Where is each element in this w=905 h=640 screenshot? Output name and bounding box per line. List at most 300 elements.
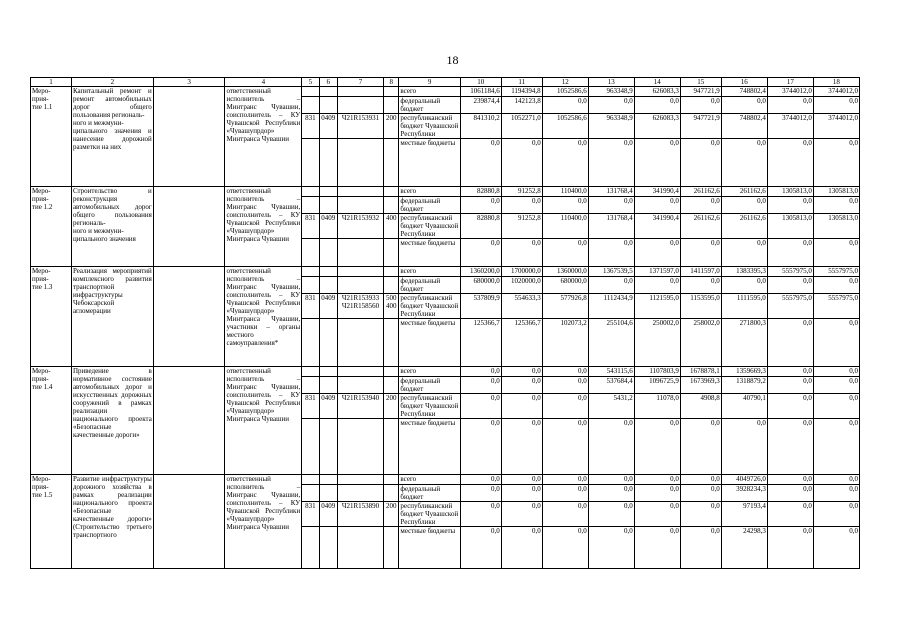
empty-cell bbox=[302, 419, 319, 475]
header-row bbox=[31, 78, 860, 87]
amount-cell: 0,0 bbox=[813, 419, 859, 475]
amount-cell: 0,0 bbox=[501, 502, 542, 527]
amount-cell: 239874,4 bbox=[460, 97, 501, 114]
amount-cell: 0,0 bbox=[460, 502, 501, 527]
funding-source: федеральный бюджет bbox=[399, 485, 460, 502]
amount-cell: 3744012,0 bbox=[813, 87, 859, 97]
amount-cell: 1673969,3 bbox=[680, 377, 721, 394]
amount-cell: 537809,9 bbox=[460, 294, 501, 319]
empty-cell bbox=[302, 197, 319, 214]
amount-cell: 0,0 bbox=[813, 197, 859, 214]
funding-source: местные бюджеты bbox=[399, 319, 460, 367]
amount-cell: 125366,7 bbox=[501, 319, 542, 367]
empty-cell bbox=[384, 485, 399, 502]
budget-code-section: 0409 bbox=[319, 214, 337, 239]
amount-cell: 0,0 bbox=[460, 475, 501, 485]
empty-cell bbox=[153, 367, 225, 475]
column-header: 16 bbox=[721, 78, 767, 87]
empty-cell bbox=[338, 485, 384, 502]
amount-cell: 0,0 bbox=[501, 239, 542, 267]
funding-source: федеральный бюджет bbox=[399, 197, 460, 214]
amount-cell: 91252,8 bbox=[501, 187, 542, 197]
amount-cell: 543115,6 bbox=[588, 367, 634, 377]
amount-cell: 102073,2 bbox=[542, 319, 588, 367]
budget-code-target: Ч21R153933 Ч21R158560 bbox=[338, 294, 384, 319]
amount-cell: 0,0 bbox=[680, 475, 721, 485]
empty-cell bbox=[384, 187, 399, 197]
amount-cell: 0,0 bbox=[542, 239, 588, 267]
amount-cell: 0,0 bbox=[542, 502, 588, 527]
amount-cell: 271800,3 bbox=[721, 319, 767, 367]
funding-source: всего bbox=[399, 187, 460, 197]
amount-cell: 261162,6 bbox=[680, 214, 721, 239]
amount-cell: 261162,6 bbox=[680, 187, 721, 197]
amount-cell: 0,0 bbox=[813, 367, 859, 377]
table-row bbox=[31, 187, 860, 197]
amount-cell: 4049726,0 bbox=[721, 475, 767, 485]
executor-cell: ответственный исполнитель – Минтранс Чувашии, соисполнитель – КУ Чувашской Республики «Чувашупрдор» Минтранса Чувашии bbox=[225, 475, 302, 569]
amount-cell: 110400,0 bbox=[542, 214, 588, 239]
funding-source: республиканский бюджет Чувашской Республики bbox=[399, 294, 460, 319]
amount-cell: 0,0 bbox=[634, 475, 680, 485]
amount-cell: 1052586,6 bbox=[542, 87, 588, 97]
empty-cell bbox=[302, 267, 319, 277]
amount-cell: 0,0 bbox=[813, 139, 859, 187]
amount-cell: 0,0 bbox=[460, 419, 501, 475]
amount-cell: 680000,0 bbox=[542, 277, 588, 294]
budget-code-grbs: 831 bbox=[302, 394, 319, 419]
empty-cell bbox=[302, 97, 319, 114]
empty-cell bbox=[319, 197, 337, 214]
amount-cell: 0,0 bbox=[542, 197, 588, 214]
amount-cell: 0,0 bbox=[767, 319, 813, 367]
amount-cell: 1383395,3 bbox=[721, 267, 767, 277]
empty-cell bbox=[338, 267, 384, 277]
amount-cell: 1052271,0 bbox=[501, 114, 542, 139]
empty-cell bbox=[338, 277, 384, 294]
empty-cell bbox=[302, 377, 319, 394]
measure-id: Меро- прия- тие 1.1 bbox=[31, 87, 72, 187]
empty-cell bbox=[302, 277, 319, 294]
amount-cell: 0,0 bbox=[542, 377, 588, 394]
executor-cell: ответственный исполнитель – Минтранс Чувашии, соисполнитель – КУ Чувашской Республики «Чувашупрдор» Минтранса Чувашии bbox=[225, 187, 302, 267]
amount-cell: 82880,8 bbox=[460, 187, 501, 197]
amount-cell: 0,0 bbox=[588, 277, 634, 294]
amount-cell: 0,0 bbox=[588, 419, 634, 475]
column-header: 1 bbox=[31, 78, 72, 87]
amount-cell: 1318879,2 bbox=[721, 377, 767, 394]
amount-cell: 0,0 bbox=[501, 419, 542, 475]
amount-cell: 0,0 bbox=[813, 394, 859, 419]
measure-name: Приведение в нормативное состояние автомобильных дорог и искусственных дорожных сооружений в рамках реализации национального проекта «Безопасные качественные дороги» bbox=[71, 367, 153, 475]
budget-code-grbs: 831 bbox=[302, 502, 319, 527]
amount-cell: 1096725,9 bbox=[634, 377, 680, 394]
amount-cell: 0,0 bbox=[501, 139, 542, 187]
budget-code-target: Ч21R153931 bbox=[338, 114, 384, 139]
amount-cell: 3744012,0 bbox=[813, 114, 859, 139]
amount-cell: 0,0 bbox=[634, 485, 680, 502]
empty-cell bbox=[338, 319, 384, 367]
empty-cell bbox=[384, 419, 399, 475]
empty-cell bbox=[338, 527, 384, 569]
empty-cell bbox=[338, 139, 384, 187]
amount-cell: 947721,9 bbox=[680, 114, 721, 139]
budget-code-expense: 400 bbox=[384, 214, 399, 239]
empty-cell bbox=[319, 239, 337, 267]
table-row bbox=[31, 267, 860, 277]
budget-code-target: Ч21R153940 bbox=[338, 394, 384, 419]
amount-cell: 0,0 bbox=[767, 97, 813, 114]
amount-cell: 0,0 bbox=[634, 239, 680, 267]
empty-cell bbox=[384, 97, 399, 114]
empty-cell bbox=[319, 97, 337, 114]
amount-cell: 0,0 bbox=[501, 197, 542, 214]
column-header: 9 bbox=[399, 78, 460, 87]
empty-cell bbox=[384, 197, 399, 214]
amount-cell: 1360200,0 bbox=[460, 267, 501, 277]
amount-cell: 261162,6 bbox=[721, 187, 767, 197]
column-header: 13 bbox=[588, 78, 634, 87]
amount-cell: 0,0 bbox=[634, 97, 680, 114]
budget-code-section: 0409 bbox=[319, 294, 337, 319]
funding-source: всего bbox=[399, 367, 460, 377]
funding-source: всего bbox=[399, 87, 460, 97]
column-header: 2 bbox=[71, 78, 153, 87]
funding-source: республиканский бюджет Чувашской Республики bbox=[399, 214, 460, 239]
empty-cell bbox=[319, 475, 337, 485]
measure-id: Меро- прия- тие 1.5 bbox=[31, 475, 72, 569]
amount-cell: 0,0 bbox=[542, 475, 588, 485]
amount-cell: 91252,8 bbox=[501, 214, 542, 239]
amount-cell: 0,0 bbox=[767, 197, 813, 214]
amount-cell: 0,0 bbox=[767, 502, 813, 527]
amount-cell: 0,0 bbox=[813, 377, 859, 394]
amount-cell: 0,0 bbox=[680, 527, 721, 569]
amount-cell: 11078,0 bbox=[634, 394, 680, 419]
amount-cell: 537684,4 bbox=[588, 377, 634, 394]
column-header: 8 bbox=[384, 78, 399, 87]
table-row bbox=[31, 367, 860, 377]
amount-cell: 0,0 bbox=[501, 485, 542, 502]
amount-cell: 0,0 bbox=[542, 394, 588, 419]
empty-cell bbox=[302, 139, 319, 187]
empty-cell bbox=[302, 87, 319, 97]
amount-cell: 0,0 bbox=[588, 97, 634, 114]
amount-cell: 0,0 bbox=[767, 139, 813, 187]
amount-cell: 0,0 bbox=[680, 239, 721, 267]
empty-cell bbox=[338, 197, 384, 214]
amount-cell: 0,0 bbox=[680, 502, 721, 527]
funding-source: местные бюджеты bbox=[399, 239, 460, 267]
amount-cell: 0,0 bbox=[721, 419, 767, 475]
amount-cell: 0,0 bbox=[460, 394, 501, 419]
empty-cell bbox=[302, 527, 319, 569]
amount-cell: 5557975,0 bbox=[767, 267, 813, 277]
budget-code-grbs: 831 bbox=[302, 294, 319, 319]
amount-cell: 341990,4 bbox=[634, 214, 680, 239]
amount-cell: 1411597,0 bbox=[680, 267, 721, 277]
amount-cell: 0,0 bbox=[680, 97, 721, 114]
empty-cell bbox=[153, 475, 225, 569]
amount-cell: 0,0 bbox=[721, 277, 767, 294]
amount-cell: 0,0 bbox=[634, 502, 680, 527]
amount-cell: 110400,0 bbox=[542, 187, 588, 197]
amount-cell: 0,0 bbox=[588, 139, 634, 187]
amount-cell: 0,0 bbox=[460, 139, 501, 187]
column-header: 4 bbox=[225, 78, 302, 87]
amount-cell: 626083,3 bbox=[634, 114, 680, 139]
table-row bbox=[31, 475, 860, 485]
amount-cell: 3928234,3 bbox=[721, 485, 767, 502]
empty-cell bbox=[384, 277, 399, 294]
empty-cell bbox=[319, 187, 337, 197]
amount-cell: 947721,9 bbox=[680, 87, 721, 97]
measure-name: Капитальный ремонт и ремонт автомобильных дорог общего пользования региональ- ного и межмуни- ципального значения и нанесение дорожной разметки на них bbox=[71, 87, 153, 187]
empty-cell bbox=[338, 367, 384, 377]
empty-cell bbox=[384, 475, 399, 485]
measure-name: Строительство и реконструкция автомобильных дорог общего пользования региональ- ного и межмуни- ципального значения bbox=[71, 187, 153, 267]
empty-cell bbox=[302, 239, 319, 267]
budget-code-section: 0409 bbox=[319, 114, 337, 139]
amount-cell: 0,0 bbox=[767, 485, 813, 502]
amount-cell: 0,0 bbox=[767, 527, 813, 569]
amount-cell: 0,0 bbox=[767, 277, 813, 294]
amount-cell: 0,0 bbox=[767, 367, 813, 377]
amount-cell: 1305813,0 bbox=[813, 187, 859, 197]
amount-cell: 0,0 bbox=[680, 197, 721, 214]
amount-cell: 0,0 bbox=[813, 277, 859, 294]
empty-cell bbox=[384, 239, 399, 267]
amount-cell: 0,0 bbox=[813, 319, 859, 367]
funding-source: федеральный бюджет bbox=[399, 97, 460, 114]
empty-cell bbox=[302, 367, 319, 377]
empty-cell bbox=[384, 87, 399, 97]
amount-cell: 0,0 bbox=[634, 419, 680, 475]
amount-cell: 0,0 bbox=[588, 485, 634, 502]
budget-code-expense: 500 400 bbox=[384, 294, 399, 319]
empty-cell bbox=[338, 239, 384, 267]
funding-source: местные бюджеты bbox=[399, 527, 460, 569]
amount-cell: 0,0 bbox=[813, 97, 859, 114]
amount-cell: 0,0 bbox=[680, 419, 721, 475]
empty-cell bbox=[338, 187, 384, 197]
funding-source: федеральный бюджет bbox=[399, 377, 460, 394]
table-body bbox=[31, 87, 860, 569]
column-header: 6 bbox=[319, 78, 337, 87]
column-header: 11 bbox=[501, 78, 542, 87]
budget-code-section: 0409 bbox=[319, 502, 337, 527]
measure-name: Реализация мероприятий комплексного развития транспортной инфраструктуры Чебоксарской агломерации bbox=[71, 267, 153, 367]
measure-id: Меро- прия- тие 1.2 bbox=[31, 187, 72, 267]
amount-cell: 3744012,0 bbox=[767, 87, 813, 97]
amount-cell: 97193,4 bbox=[721, 502, 767, 527]
column-header: 17 bbox=[767, 78, 813, 87]
empty-cell bbox=[319, 139, 337, 187]
amount-cell: 0,0 bbox=[634, 277, 680, 294]
amount-cell: 258002,0 bbox=[680, 319, 721, 367]
empty-cell bbox=[384, 527, 399, 569]
empty-cell bbox=[384, 367, 399, 377]
column-header: 14 bbox=[634, 78, 680, 87]
amount-cell: 5557975,0 bbox=[813, 267, 859, 277]
amount-cell: 0,0 bbox=[767, 475, 813, 485]
amount-cell: 0,0 bbox=[542, 97, 588, 114]
amount-cell: 5557975,0 bbox=[813, 294, 859, 319]
amount-cell: 3744012,0 bbox=[767, 114, 813, 139]
amount-cell: 1061184,6 bbox=[460, 87, 501, 97]
empty-cell bbox=[384, 377, 399, 394]
amount-cell: 125366,7 bbox=[460, 319, 501, 367]
empty-cell bbox=[384, 139, 399, 187]
amount-cell: 0,0 bbox=[460, 527, 501, 569]
empty-cell bbox=[338, 87, 384, 97]
amount-cell: 1367539,5 bbox=[588, 267, 634, 277]
amount-cell: 4908,8 bbox=[680, 394, 721, 419]
amount-cell: 0,0 bbox=[721, 97, 767, 114]
amount-cell: 1700000,0 bbox=[501, 267, 542, 277]
amount-cell: 0,0 bbox=[501, 475, 542, 485]
budget-code-target: Ч21R153932 bbox=[338, 214, 384, 239]
amount-cell: 680000,0 bbox=[460, 277, 501, 294]
amount-cell: 0,0 bbox=[721, 139, 767, 187]
funding-source: республиканский бюджет Чувашской Республики bbox=[399, 114, 460, 139]
empty-cell bbox=[319, 377, 337, 394]
amount-cell: 0,0 bbox=[680, 485, 721, 502]
amount-cell: 0,0 bbox=[460, 485, 501, 502]
amount-cell: 1052586,6 bbox=[542, 114, 588, 139]
amount-cell: 5431,2 bbox=[588, 394, 634, 419]
amount-cell: 142123,8 bbox=[501, 97, 542, 114]
amount-cell: 0,0 bbox=[501, 394, 542, 419]
empty-cell bbox=[302, 475, 319, 485]
amount-cell: 841310,2 bbox=[460, 114, 501, 139]
empty-cell bbox=[319, 485, 337, 502]
amount-cell: 131768,4 bbox=[588, 214, 634, 239]
amount-cell: 0,0 bbox=[460, 367, 501, 377]
amount-cell: 0,0 bbox=[501, 527, 542, 569]
amount-cell: 0,0 bbox=[767, 419, 813, 475]
empty-cell bbox=[153, 267, 225, 367]
budget-code-section: 0409 bbox=[319, 394, 337, 419]
budget-code-expense: 200 bbox=[384, 114, 399, 139]
amount-cell: 1020000,0 bbox=[501, 277, 542, 294]
measure-id: Меро- прия- тие 1.3 bbox=[31, 267, 72, 367]
amount-cell: 0,0 bbox=[680, 139, 721, 187]
amount-cell: 963348,9 bbox=[588, 114, 634, 139]
empty-cell bbox=[319, 419, 337, 475]
amount-cell: 0,0 bbox=[588, 502, 634, 527]
budget-table bbox=[30, 77, 860, 569]
amount-cell: 5557975,0 bbox=[767, 294, 813, 319]
amount-cell: 0,0 bbox=[767, 377, 813, 394]
amount-cell: 0,0 bbox=[813, 527, 859, 569]
empty-cell bbox=[319, 277, 337, 294]
amount-cell: 963348,9 bbox=[588, 87, 634, 97]
amount-cell: 0,0 bbox=[501, 367, 542, 377]
amount-cell: 1153595,0 bbox=[680, 294, 721, 319]
funding-source: местные бюджеты bbox=[399, 139, 460, 187]
page-number: 18 bbox=[446, 53, 459, 67]
amount-cell: 0,0 bbox=[588, 475, 634, 485]
amount-cell: 250002,0 bbox=[634, 319, 680, 367]
column-header: 5 bbox=[302, 78, 319, 87]
executor-cell: ответственный исполнитель – Минтранс Чувашии, соисполнитель – КУ Чувашской Республики «Чувашупрдор» Минтранса Чувашии bbox=[225, 87, 302, 187]
amount-cell: 0,0 bbox=[460, 377, 501, 394]
amount-cell: 1305813,0 bbox=[767, 214, 813, 239]
amount-cell: 0,0 bbox=[501, 377, 542, 394]
column-header: 15 bbox=[680, 78, 721, 87]
amount-cell: 748802,4 bbox=[721, 114, 767, 139]
funding-source: всего bbox=[399, 267, 460, 277]
amount-cell: 0,0 bbox=[542, 485, 588, 502]
amount-cell: 748802,4 bbox=[721, 87, 767, 97]
empty-cell bbox=[319, 319, 337, 367]
empty-cell bbox=[319, 367, 337, 377]
amount-cell: 40790,1 bbox=[721, 394, 767, 419]
amount-cell: 0,0 bbox=[721, 239, 767, 267]
column-header: 7 bbox=[338, 78, 384, 87]
amount-cell: 261162,6 bbox=[721, 214, 767, 239]
amount-cell: 1111595,0 bbox=[721, 294, 767, 319]
amount-cell: 1360000,0 bbox=[542, 267, 588, 277]
executor-cell: ответственный исполнитель – Минтранс Чувашии, соисполнитель – КУ Чувашской Республики «Чувашупрдор» Минтранса Чувашии bbox=[225, 367, 302, 475]
amount-cell: 1194394,8 bbox=[501, 87, 542, 97]
empty-cell bbox=[338, 97, 384, 114]
budget-code-expense: 200 bbox=[384, 394, 399, 419]
funding-source: всего bbox=[399, 475, 460, 485]
amount-cell: 1359669,3 bbox=[721, 367, 767, 377]
amount-cell: 0,0 bbox=[813, 475, 859, 485]
amount-cell: 1678878,1 bbox=[680, 367, 721, 377]
empty-cell bbox=[302, 319, 319, 367]
amount-cell: 0,0 bbox=[542, 367, 588, 377]
empty-cell bbox=[153, 87, 225, 187]
column-header: 10 bbox=[460, 78, 501, 87]
executor-cell: ответственный исполнитель – Минтранс Чувашии, соисполнитель – КУ Чувашской Республики «Чувашупрдор» Минтранса Чувашии, участники – органы местного самоуправления* bbox=[225, 267, 302, 367]
funding-source: республиканский бюджет Чувашской Республики bbox=[399, 394, 460, 419]
empty-cell bbox=[153, 187, 225, 267]
amount-cell: 0,0 bbox=[460, 239, 501, 267]
amount-cell: 0,0 bbox=[542, 419, 588, 475]
amount-cell: 82880,8 bbox=[460, 214, 501, 239]
amount-cell: 0,0 bbox=[767, 239, 813, 267]
amount-cell: 1371597,0 bbox=[634, 267, 680, 277]
amount-cell: 577926,8 bbox=[542, 294, 588, 319]
budget-code-target: Ч21R153890 bbox=[338, 502, 384, 527]
amount-cell: 1107803,9 bbox=[634, 367, 680, 377]
empty-cell bbox=[302, 187, 319, 197]
amount-cell: 0,0 bbox=[813, 239, 859, 267]
amount-cell: 0,0 bbox=[680, 277, 721, 294]
amount-cell: 0,0 bbox=[721, 197, 767, 214]
amount-cell: 0,0 bbox=[634, 527, 680, 569]
empty-cell bbox=[302, 485, 319, 502]
table-row bbox=[31, 87, 860, 97]
amount-cell: 0,0 bbox=[813, 502, 859, 527]
column-header: 3 bbox=[153, 78, 225, 87]
amount-cell: 0,0 bbox=[813, 485, 859, 502]
empty-cell bbox=[338, 419, 384, 475]
funding-source: республиканский бюджет Чувашской Республики bbox=[399, 502, 460, 527]
amount-cell: 0,0 bbox=[542, 527, 588, 569]
amount-cell: 1305813,0 bbox=[767, 187, 813, 197]
budget-code-grbs: 831 bbox=[302, 114, 319, 139]
amount-cell: 1305813,0 bbox=[813, 214, 859, 239]
budget-code-grbs: 831 bbox=[302, 214, 319, 239]
amount-cell: 0,0 bbox=[634, 197, 680, 214]
amount-cell: 0,0 bbox=[588, 197, 634, 214]
column-header: 18 bbox=[813, 78, 859, 87]
